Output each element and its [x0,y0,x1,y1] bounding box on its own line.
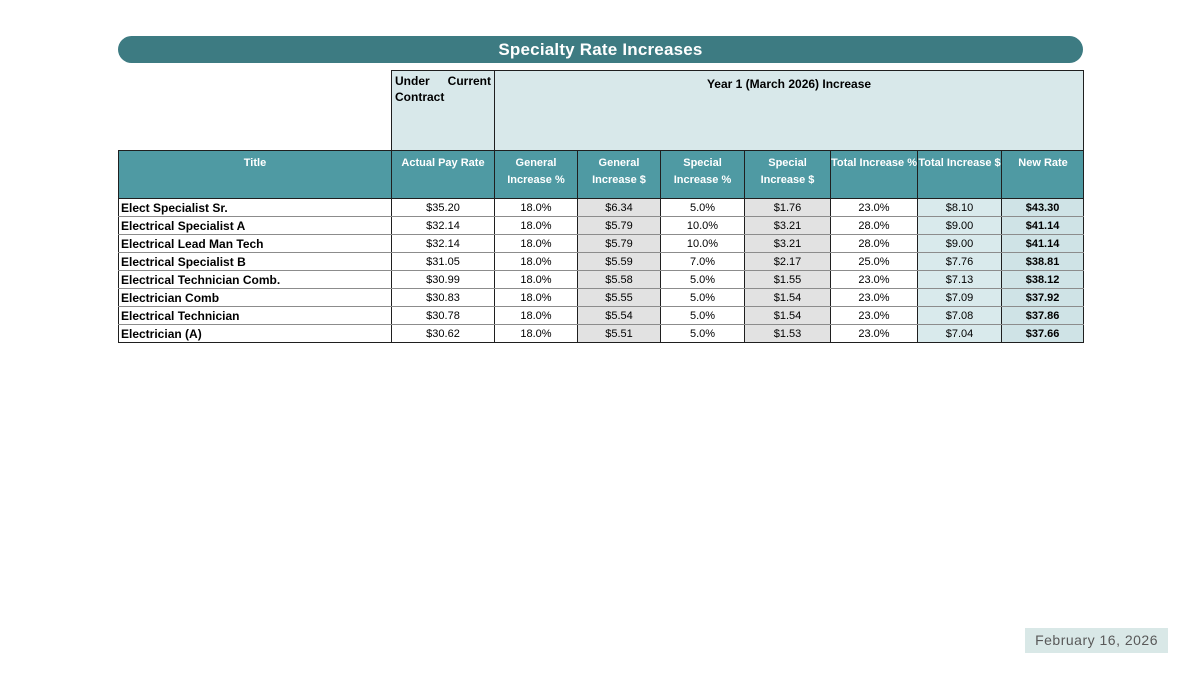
cell-new-rate: $37.86 [1002,307,1084,325]
column-header-new-rate: New Rate [1002,151,1084,199]
cell-total-increase-pct: 28.0% [831,235,918,253]
cell-general-increase-pct: 18.0% [495,235,578,253]
cell-general-increase-usd: $5.79 [578,235,661,253]
cell-actual-pay-rate: $35.20 [392,199,495,217]
band-under-current-contract: Under Current Contract [392,71,495,151]
cell-special-increase-pct: 5.0% [661,325,745,343]
cell-total-increase-usd: $7.13 [918,271,1002,289]
cell-total-increase-usd: $7.76 [918,253,1002,271]
report-title: Specialty Rate Increases [498,40,703,59]
cell-special-increase-usd: $1.53 [745,325,831,343]
cell-title: Electrician Comb [119,289,392,307]
cell-special-increase-usd: $1.55 [745,271,831,289]
cell-general-increase-pct: 18.0% [495,217,578,235]
cell-total-increase-usd: $7.09 [918,289,1002,307]
cell-special-increase-pct: 5.0% [661,307,745,325]
cell-special-increase-usd: $1.54 [745,307,831,325]
cell-special-increase-pct: 5.0% [661,271,745,289]
cell-total-increase-usd: $7.04 [918,325,1002,343]
cell-special-increase-pct: 5.0% [661,289,745,307]
cell-general-increase-usd: $5.58 [578,271,661,289]
column-header-general-increase-pct: General Increase % [495,151,578,199]
report-title-bar [118,36,1083,63]
cell-actual-pay-rate: $30.99 [392,271,495,289]
cell-title: Electrical Technician Comb. [119,271,392,289]
band-header-row [119,71,1084,151]
date-text: February 16, 2026 [1035,632,1158,648]
column-header-actual-pay-rate: Actual Pay Rate [392,151,495,199]
column-header-title: Title [119,151,392,199]
cell-general-increase-pct: 18.0% [495,271,578,289]
cell-special-increase-pct: 10.0% [661,217,745,235]
specialty-rate-table [118,70,1084,343]
column-header-special-increase-usd: Special Increase $ [745,151,831,199]
column-header-total-increase-usd: Total Increase $ [918,151,1002,199]
cell-total-increase-pct: 23.0% [831,325,918,343]
cell-special-increase-usd: $1.76 [745,199,831,217]
table-row [119,307,1084,325]
cell-special-increase-usd: $3.21 [745,235,831,253]
cell-general-increase-usd: $5.51 [578,325,661,343]
cell-total-increase-usd: $9.00 [918,235,1002,253]
column-header-row [119,151,1084,199]
cell-new-rate: $41.14 [1002,217,1084,235]
table-body [119,71,1084,343]
cell-total-increase-pct: 23.0% [831,289,918,307]
cell-general-increase-usd: $5.59 [578,253,661,271]
column-header-general-increase-usd: General Increase $ [578,151,661,199]
cell-total-increase-pct: 23.0% [831,307,918,325]
date-badge [1025,628,1168,653]
cell-general-increase-usd: $5.79 [578,217,661,235]
cell-general-increase-pct: 18.0% [495,253,578,271]
cell-total-increase-usd: $7.08 [918,307,1002,325]
cell-title: Electrical Technician [119,307,392,325]
cell-title: Electrician (A) [119,325,392,343]
cell-actual-pay-rate: $30.78 [392,307,495,325]
cell-special-increase-usd: $3.21 [745,217,831,235]
table-row [119,235,1084,253]
cell-title: Elect Specialist Sr. [119,199,392,217]
table-row [119,325,1084,343]
cell-special-increase-usd: $2.17 [745,253,831,271]
table-row [119,253,1084,271]
cell-total-increase-pct: 23.0% [831,199,918,217]
cell-special-increase-pct: 10.0% [661,235,745,253]
table-row [119,271,1084,289]
column-header-special-increase-pct: Special Increase % [661,151,745,199]
cell-general-increase-usd: $6.34 [578,199,661,217]
cell-actual-pay-rate: $31.05 [392,253,495,271]
cell-actual-pay-rate: $30.62 [392,325,495,343]
cell-general-increase-pct: 18.0% [495,289,578,307]
cell-total-increase-usd: $8.10 [918,199,1002,217]
cell-total-increase-usd: $9.00 [918,217,1002,235]
cell-new-rate: $37.66 [1002,325,1084,343]
cell-general-increase-usd: $5.54 [578,307,661,325]
cell-total-increase-pct: 23.0% [831,271,918,289]
cell-total-increase-pct: 28.0% [831,217,918,235]
cell-title: Electrical Lead Man Tech [119,235,392,253]
cell-special-increase-usd: $1.54 [745,289,831,307]
table-row [119,199,1084,217]
cell-new-rate: $41.14 [1002,235,1084,253]
cell-new-rate: $37.92 [1002,289,1084,307]
table-row [119,217,1084,235]
table-row [119,289,1084,307]
column-header-total-increase-pct: Total Increase % [831,151,918,199]
cell-new-rate: $38.12 [1002,271,1084,289]
cell-special-increase-pct: 5.0% [661,199,745,217]
cell-actual-pay-rate: $32.14 [392,217,495,235]
cell-new-rate: $38.81 [1002,253,1084,271]
cell-special-increase-pct: 7.0% [661,253,745,271]
cell-general-increase-usd: $5.55 [578,289,661,307]
cell-actual-pay-rate: $32.14 [392,235,495,253]
cell-title: Electrical Specialist B [119,253,392,271]
cell-actual-pay-rate: $30.83 [392,289,495,307]
cell-general-increase-pct: 18.0% [495,325,578,343]
cell-total-increase-pct: 25.0% [831,253,918,271]
cell-title: Electrical Specialist A [119,217,392,235]
cell-general-increase-pct: 18.0% [495,307,578,325]
cell-new-rate: $43.30 [1002,199,1084,217]
band-empty-cell [119,71,392,151]
band-year1-increase: Year 1 (March 2026) Increase [495,71,1084,151]
cell-general-increase-pct: 18.0% [495,199,578,217]
